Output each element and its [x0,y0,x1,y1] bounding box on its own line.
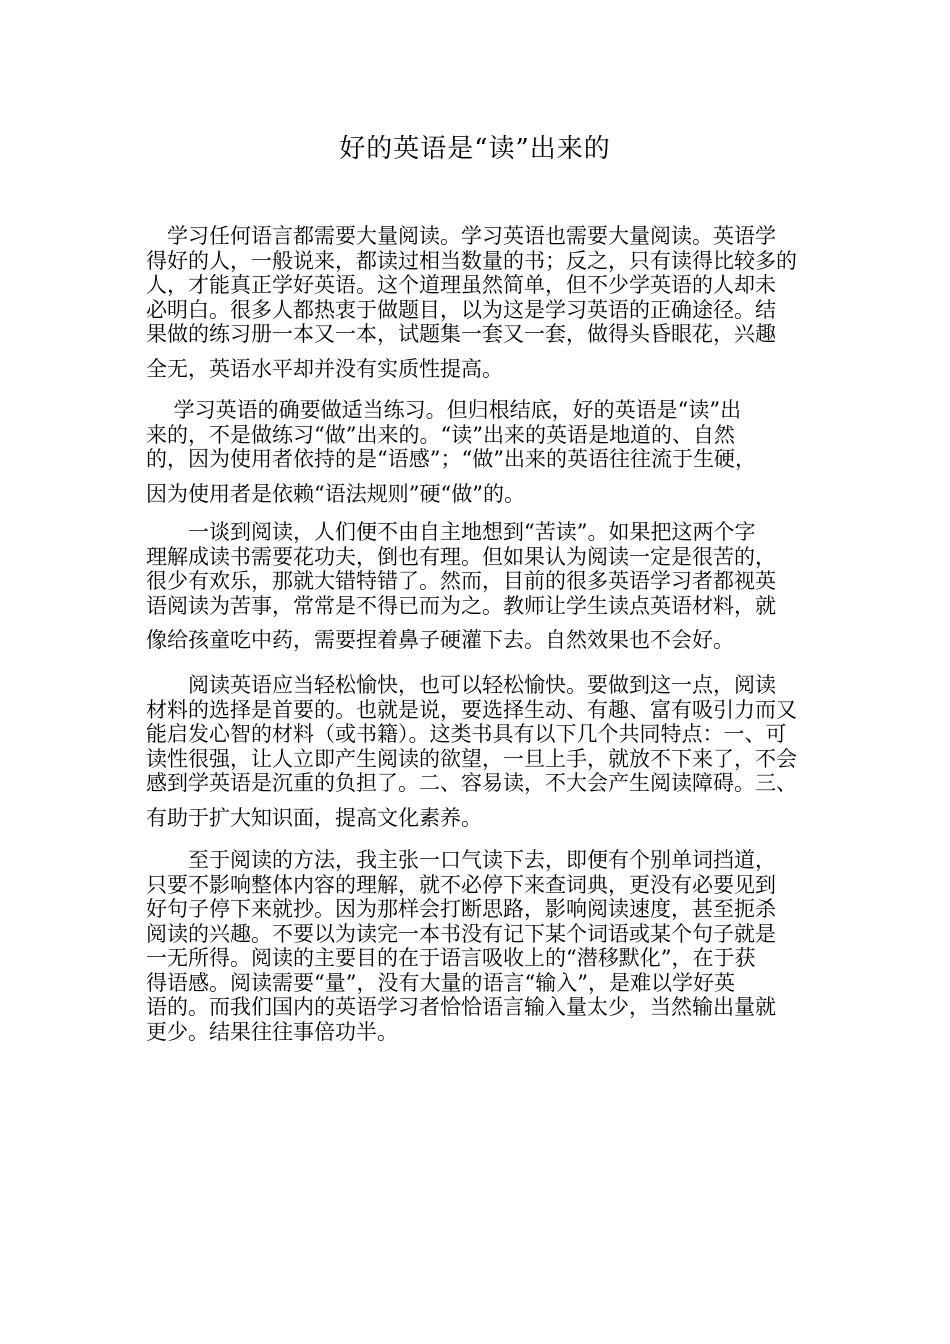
text-line: 理解成读书需要花功夫，倒也有理。但如果认为阅读一定是很苦的， [146,544,776,569]
text-line: 至于阅读的方法，我主张一口气读下去，即便有个别单词挡道， [146,848,776,872]
text-line: 学习任何语言都需要大量阅读。学习英语也需要大量阅读。英语学 [146,224,776,248]
text-line: 像给孩童吃中药，需要捏着鼻子硬灌下去。自然效果也不会好。 [146,628,734,652]
paragraph-4 [146,673,808,830]
text-line: 阅读的兴趣。不要以为读完一本书没有记下某个词语或某个句子就是 [146,921,776,946]
text-line: 语阅读为苦事，常常是不得已而为之。教师让学生读点英语材料，就 [146,593,776,618]
paragraph-3 [146,520,808,653]
text-line: 一无所得。阅读的主要目的在于语言吸收上的“潜移默化”，在于获 [146,946,756,970]
document-title: 好的英语是“读”出来的 [339,134,611,164]
text-line: 人，才能真正学好英语。这个道理虽然简单，但不少学英语的人却未 [146,273,776,297]
text-line: 的，因为使用者依持的是“语感”；“做”出来的英语往往流于生硬， [146,447,756,471]
text-line: 必明白。很多人都热衷于做题目，以为这是学习英语的正确途径。结 [146,297,776,322]
text-line: 材料的选择是首要的。也就是说，要选择生动、有趣、富有吸引力而又 [146,697,797,722]
text-line: 有助于扩大知识面，提高文化素养。 [146,805,482,830]
text-line: 好句子停下来就抄。因为那样会打断思路，影响阅读速度，甚至扼杀 [146,897,776,921]
text-line: 很少有欢乐，那就大错特错了。然而，目前的很多英语学习者都视英 [146,569,776,593]
text-line: 一谈到阅读，人们便不由自主地想到“苦读”。如果把这两个字 [146,520,756,544]
text-line: 更少。结果往往事倍功半。 [146,1019,398,1044]
text-line: 读性很强，让人立即产生阅读的欲望，一旦上手，就放不下来了，不会 [146,746,797,771]
text-line: 能启发心智的材料（或书籍）。这类书具有以下几个共同特点：一、可 [146,722,787,746]
paragraph-1 [146,224,808,381]
text-line: 感到学英语是沉重的负担了。二、容易读，不大会产生阅读障碍。三、 [146,771,797,795]
text-line: 全无，英语水平却并没有实质性提高。 [146,356,503,381]
text-line: 因为使用者是依赖“语法规则”硬“做”的。 [146,481,525,506]
paragraph-5 [146,848,808,1044]
text-line: 果做的练习册一本又一本，试题集一套又一套，做得头昏眼花，兴趣 [146,322,776,346]
text-line: 语的。而我们国内的英语学习者恰恰语言输入量太少，当然输出量就 [146,995,776,1019]
text-line: 来的，不是做练习“做”出来的。“读”出来的英语是地道的、自然 [146,422,735,447]
paragraph-2 [146,398,808,506]
text-line: 得语感。阅读需要“量”，没有大量的语言“输入”，是难以学好英 [146,970,735,995]
text-line: 得好的人，一般说来，都读过相当数量的书；反之，只有读得比较多的 [146,248,797,273]
text-line: 学习英语的确要做适当练习。但归根结底，好的英语是“读”出 [146,398,742,422]
text-line: 只要不影响整体内容的理解，就不必停下来查词典，更没有必要见到 [146,872,776,897]
text-line: 阅读英语应当轻松愉快，也可以轻松愉快。要做到这一点，阅读 [146,673,776,697]
